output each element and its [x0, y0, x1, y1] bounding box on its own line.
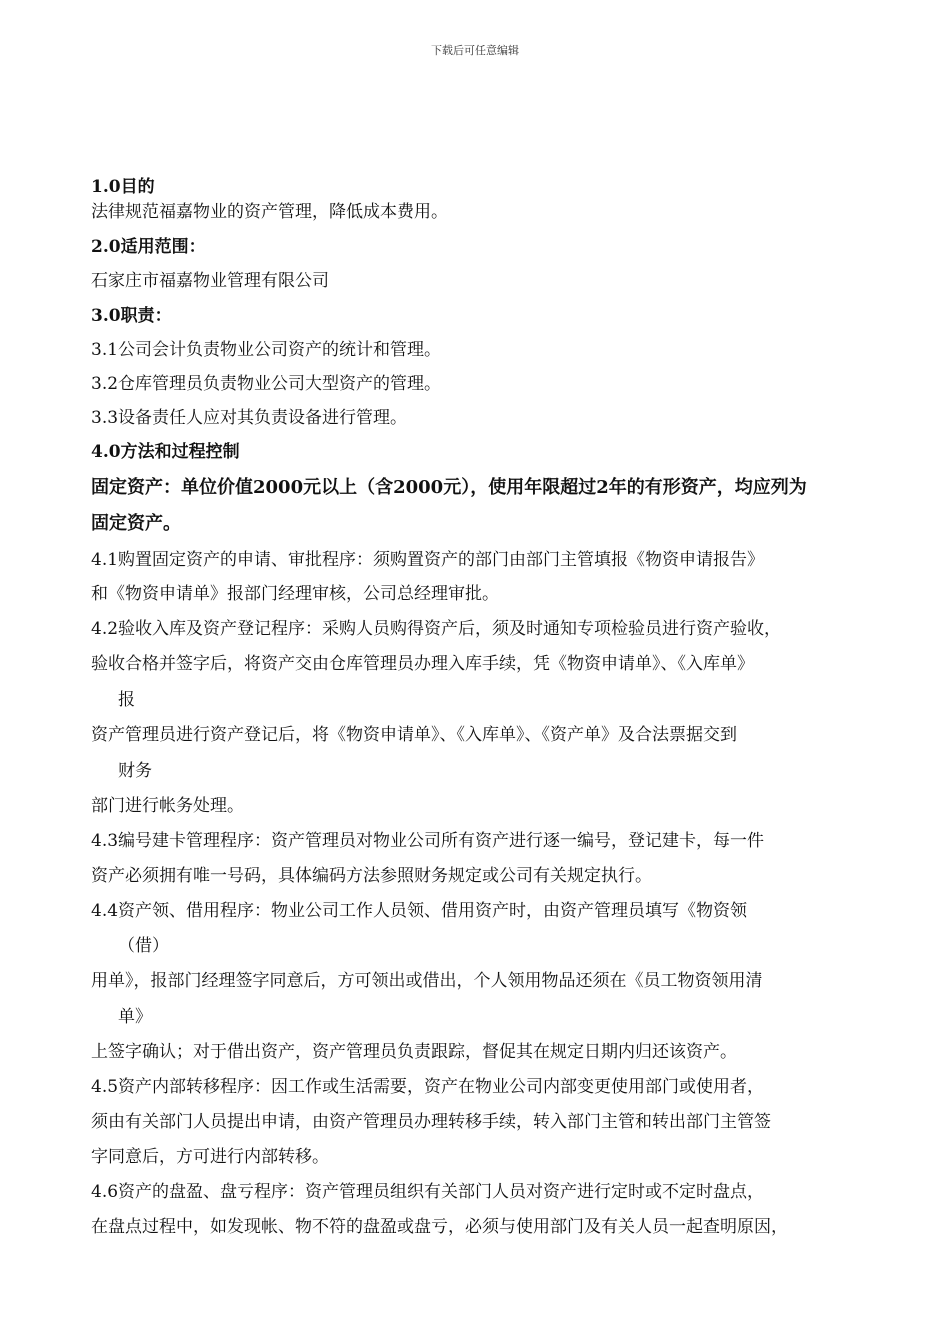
- section-heading: 1.0目的: [91, 177, 155, 197]
- emphasis-line: 固定资产：单位价值2000元以上（含2000元），使用年限超过2年的有形资产，均应列为: [91, 477, 807, 498]
- paragraph-line: 3.3设备责任人应对其负责设备进行管理。: [91, 408, 408, 428]
- section-heading: 4.0方法和过程控制: [91, 442, 240, 462]
- paragraph-line: 资产管理员进行资产登记后，将《物资申请单》、《入库单》、《资产单》及合法票据交到: [91, 725, 737, 745]
- paragraph-line: 石家庄市福嘉物业管理有限公司: [91, 271, 329, 291]
- section-heading: 3.0职责：: [91, 306, 172, 326]
- paragraph-line: 报: [118, 690, 135, 710]
- paragraph-line: （借）: [118, 936, 169, 956]
- paragraph-line: 4.5资产内部转移程序：因工作或生活需要，资产在物业公司内部变更使用部门或使用者，: [91, 1077, 765, 1097]
- paragraph-line: 4.6资产的盘盈、盘亏程序：资产管理员组织有关部门人员对资产进行定时或不定时盘点，: [91, 1182, 765, 1202]
- paragraph-line: 须由有关部门人员提出申请，由资产管理员办理转移手续，转入部门主管和转出部门主管签: [91, 1112, 771, 1132]
- paragraph-line: 4.2验收入库及资产登记程序：采购人员购得资产后，须及时通知专项检验员进行资产验收，: [91, 619, 782, 639]
- paragraph-line: 3.1公司会计负责物业公司资产的统计和管理。: [91, 340, 442, 360]
- section-heading: 2.0适用范围：: [91, 237, 206, 257]
- paragraph-line: 4.1购置固定资产的申请、审批程序：须购置资产的部门由部门主管填报《物资申请报告》: [91, 550, 765, 570]
- paragraph-line: 4.4资产领、借用程序：物业公司工作人员领、借用资产时，由资产管理员填写《物资领: [91, 901, 748, 921]
- paragraph-line: 验收合格并签字后，将资产交由仓库管理员办理入库手续，凭《物资申请单》、《入库单》: [91, 654, 754, 674]
- paragraph-line: 在盘点过程中，如发现帐、物不符的盘盈或盘亏，必须与使用部门及有关人员一起查明原因，: [91, 1217, 788, 1237]
- paragraph-line: 字同意后，方可进行内部转移。: [91, 1147, 329, 1167]
- paragraph-line: 单》: [118, 1007, 152, 1027]
- paragraph-line: 用单》，报部门经理签字同意后，方可领出或借出，个人领用物品还须在《员工物资领用清: [91, 971, 763, 991]
- paragraph-line: 部门进行帐务处理。: [91, 796, 244, 816]
- paragraph-line: 4.3编号建卡管理程序：资产管理员对物业公司所有资产进行逐一编号，登记建卡，每一件: [91, 831, 765, 851]
- paragraph-line: 3.2仓库管理员负责物业公司大型资产的管理。: [91, 374, 442, 394]
- paragraph-line: 和《物资申请单》报部门经理审核，公司总经理审批。: [91, 584, 499, 604]
- paragraph-line: 法律规范福嘉物业的资产管理，降低成本费用。: [91, 202, 448, 222]
- paragraph-line: 上签字确认；对于借出资产，资产管理员负责跟踪，督促其在规定日期内归还该资产。: [91, 1042, 737, 1062]
- emphasis-line: 固定资产。: [91, 513, 181, 534]
- paragraph-line: 财务: [118, 761, 152, 781]
- paragraph-line: 资产必须拥有唯一号码，具体编码方法参照财务规定或公司有关规定执行。: [91, 866, 652, 886]
- page-header-note: 下载后可任意编辑: [431, 44, 519, 57]
